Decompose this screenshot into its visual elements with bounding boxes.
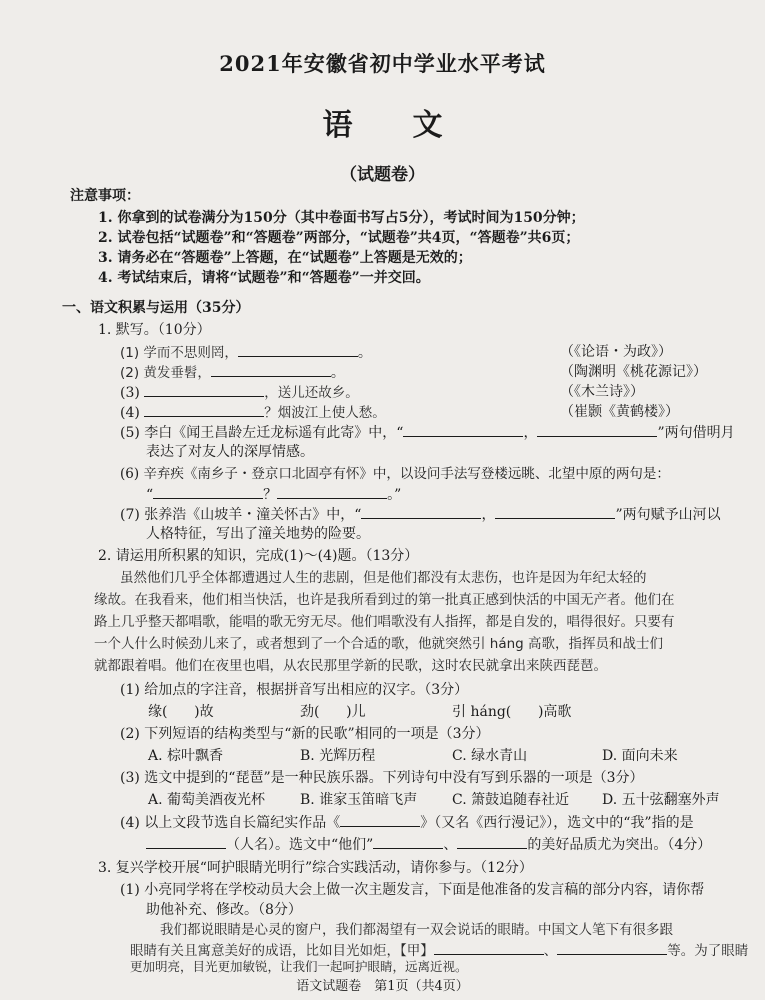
passage-line: 缘故。在我看来，他们相当快活，也许是我所看到过的第一批真正感到快活的中国无产者。他们在	[94, 592, 675, 608]
q2-1-b-open: 劲(	[300, 704, 320, 720]
answer-blank[interactable]	[434, 940, 544, 955]
q2-1-a-close: )故	[194, 704, 214, 720]
passage-line: 虽然他们几乎全体都遭遇过人生的悲剧，但是他们都没有太悲伤，也许是因为年纪太轻的	[120, 570, 647, 586]
answer-blank[interactable]	[144, 382, 264, 397]
q1-line-2	[120, 362, 345, 383]
exam-title: 2021年安徽省初中学业水平考试	[219, 51, 546, 76]
q1-line-1	[120, 342, 372, 363]
answer-blank[interactable]	[144, 402, 264, 417]
q2-1-a-open: 缘(	[148, 704, 168, 720]
section-heading: 一、语文积累与运用（35分）	[62, 300, 250, 316]
q2-sub-2: (2) 下列短语的结构类型与“新的民歌”相同的一项是（3分）	[120, 726, 490, 742]
option-c[interactable]: C. 箫鼓追随春社近	[452, 792, 570, 808]
question-title: 2. 请运用所积累的知识，完成(1)～(4)题。（13分）	[98, 548, 419, 564]
option-b[interactable]: B. 谁家玉笛暗飞声	[300, 792, 418, 808]
question-title: 1. 默写。（10分）	[98, 322, 211, 338]
option-b[interactable]: B. 光辉历程	[300, 748, 376, 764]
source-label: （陶渊明《桃花源记》）	[560, 364, 707, 380]
option-a[interactable]: A. 棕叶飘香	[148, 748, 224, 764]
subject-title: 语文	[322, 108, 503, 143]
q1-3-text: ，送儿还故乡。	[264, 385, 359, 401]
q1-line-5	[120, 422, 735, 443]
answer-blank[interactable]	[238, 342, 358, 357]
q1-line-6: (6) 辛弃疾《南乡子・登京口北固亭有怀》中，以设问手法写登楼远眺、北望中原的两句是：	[120, 466, 670, 482]
option-d[interactable]: D. 五十弦翻塞外声	[602, 792, 720, 808]
answer-blank[interactable]	[403, 422, 523, 437]
answer-blank[interactable]	[211, 362, 331, 377]
q2-4-sep: 、	[443, 837, 458, 853]
q1-5-cont: 表达了对友人的深厚情感。	[146, 444, 314, 460]
source-label: （《木兰诗》）	[560, 384, 644, 400]
passage-line: 路上几乎整天都唱歌，能唱的歌无穷无尽。他们唱歌没有人指挥，都是自发的，唱得很好。只要有	[94, 614, 675, 630]
q1-5-text: (5) 李白《闻王昌龄左迁龙标遥有此寄》中，“	[120, 425, 404, 441]
answer-blank[interactable]	[153, 484, 263, 499]
q2-1-c-open: 引 háng(	[452, 704, 512, 720]
answer-blank[interactable]	[277, 484, 387, 499]
q2-1-b	[300, 702, 366, 722]
q1-3-num: (3)	[120, 385, 140, 401]
answer-blank[interactable]	[340, 812, 420, 827]
speech-text: 眼睛有关且寓意美好的成语，比如目光如炬，【甲】	[130, 943, 434, 959]
answer-blank[interactable]	[361, 504, 481, 519]
answer-blank[interactable]	[146, 834, 226, 849]
speech-text: 等。为了眼睛	[667, 943, 749, 959]
q1-4-num: (4)	[120, 405, 140, 421]
speech-line: 更加明亮，目光更加敏锐，让我们一起呵护眼睛，远离近视。	[130, 959, 468, 974]
passage-line: 就都跟着唱。他们在夜里也唱，从农民那里学新的民歌，这时农民就拿出来陕西琵琶。	[94, 658, 607, 674]
q1-5-sep: ，	[523, 425, 538, 441]
passage-line: 一个人什么时候劲儿来了，或者想到了一个合适的歌，他就突然引 háng 高歌，指挥员和战士们	[94, 636, 664, 652]
q1-6-open: “	[146, 487, 154, 503]
q1-4-text: ？烟波江上使人愁。	[264, 405, 386, 421]
q2-4-text3: （人名）。选文中“他们”	[226, 837, 374, 853]
notes-heading: 注意事项：	[70, 188, 140, 204]
q2-4-text4: 的美好品质尤为突出。（4分）	[527, 837, 712, 853]
source-label: （《论语・为政》）	[560, 344, 672, 360]
q1-line-7	[120, 504, 721, 525]
note-item: 4. 考试结束后，请将“试题卷”和“答题卷”一并交回。	[98, 270, 430, 286]
answer-blank[interactable]	[557, 940, 667, 955]
q1-1-end: 。	[357, 345, 372, 361]
source-label: （崔颢《黄鹤楼》）	[560, 404, 679, 420]
q1-line-3	[120, 382, 359, 403]
q1-1-text: (1) 学而不思则罔，	[120, 345, 238, 361]
q1-6-answer	[146, 484, 401, 505]
q1-6-q: ？	[263, 487, 278, 503]
note-item: 2. 试卷包括“试题卷”和“答题卷”两部分，“试题卷”共4页，“答题卷”共6页；	[98, 230, 580, 246]
speech-line: 我们都说眼睛是心灵的窗户，我们都渴望有一双会说话的眼睛。中国文人笔下有很多跟	[160, 922, 673, 938]
q2-1-b-close: )儿	[346, 704, 366, 720]
q2-4-text2: 》（又名《西行漫记》），选文中的“我”指的是	[420, 815, 694, 831]
answer-blank[interactable]	[495, 504, 615, 519]
q2-4-cont	[146, 834, 711, 855]
q1-2-end: 。	[330, 365, 345, 381]
option-a[interactable]: A. 葡萄美酒夜光杯	[148, 792, 266, 808]
speech-sep: 、	[543, 943, 558, 959]
q1-2-text: (2) 黄发垂髫，	[120, 365, 211, 381]
q2-4-text: (4) 以上文段节选自长篇纪实作品《	[120, 815, 341, 831]
q3-sub-1: (1) 小亮同学将在学校动员大会上做一次主题发言，下面是他准备的发言稿的部分内容，请你帮	[120, 882, 705, 898]
q2-1-a	[148, 702, 214, 722]
paper-type: （试题卷）	[340, 165, 425, 185]
q2-sub-3: (3) 选文中提到的“琵琶”是一种民族乐器。下列诗句中没有写到乐器的一项是（3分）	[120, 770, 644, 786]
q1-7-sep: ，	[481, 507, 496, 523]
q2-sub-4	[120, 812, 694, 833]
answer-blank[interactable]	[373, 834, 443, 849]
q2-1-c	[452, 702, 571, 722]
q1-6-close: 。”	[387, 487, 402, 503]
q1-7-cont: 人格特征，写出了潼关地势的险要。	[146, 526, 370, 542]
answer-blank[interactable]	[537, 422, 657, 437]
q1-5-tail: ”两句借明月	[657, 425, 735, 441]
q1-7-text: (7) 张养浩《山坡羊・潼关怀古》中，“	[120, 507, 362, 523]
answer-blank[interactable]	[457, 834, 527, 849]
question-title: 3. 复兴学校开展“呵护眼睛光明行”综合实践活动，请你参与。（12分）	[98, 860, 533, 876]
note-item: 1. 你拿到的试卷满分为150分（其中卷面书写占5分），考试时间为150分钟；	[98, 210, 585, 226]
q1-7-tail: ”两句赋予山河以	[615, 507, 721, 523]
q1-line-4	[120, 402, 386, 423]
option-d[interactable]: D. 面向未来	[602, 748, 678, 764]
q2-1-c-close: )高歌	[537, 704, 572, 720]
note-item: 3. 请务必在“答题卷”上答题，在“试题卷”上答题是无效的；	[98, 250, 472, 266]
q3-sub-1-cont: 助他补充、修改。（8分）	[146, 902, 302, 918]
q2-sub-1: (1) 给加点的字注音，根据拼音写出相应的汉字。（3分）	[120, 682, 469, 698]
page-footer: 语文试题卷 第1页（共4页）	[296, 979, 469, 994]
option-c[interactable]: C. 绿水青山	[452, 748, 528, 764]
